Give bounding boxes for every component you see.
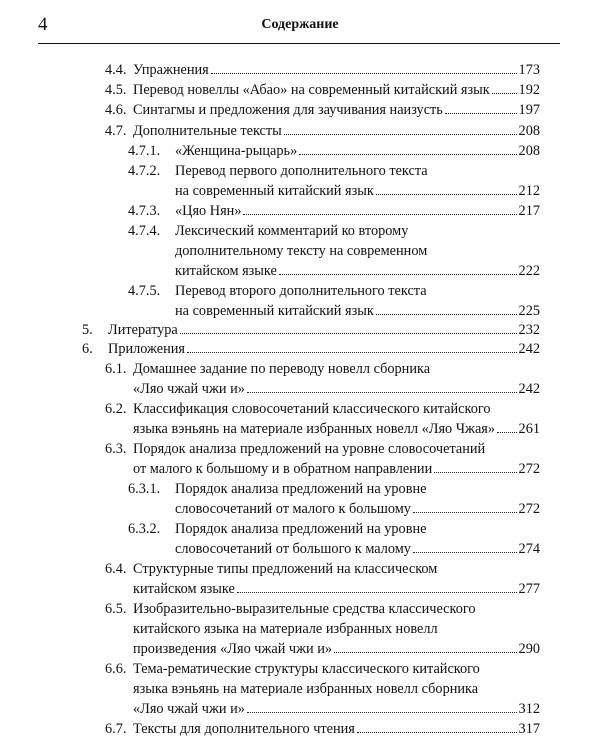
toc-entry-title: Перевод новеллы «Абао» на современный китайский язык [133, 82, 490, 98]
toc-entry-title: Порядок анализа предложений на уровне [175, 481, 427, 497]
toc-entry-title: произведения «Ляо чжай чжи и» [133, 641, 333, 657]
toc-entry-title: китайском языке [133, 581, 235, 597]
toc-entry-number: 6. [82, 341, 93, 357]
toc-entry [175, 499, 540, 519]
dot-leader [376, 314, 517, 315]
toc-entry-page: 222 [518, 263, 540, 279]
dot-leader [243, 214, 516, 215]
toc-entry-number: 6.7. [105, 721, 127, 737]
toc-entry-number: 6.1. [105, 361, 127, 377]
toc-entry-title: «Ляо чжай чжи и» [133, 701, 245, 717]
toc-entry [128, 221, 500, 241]
toc-entry-page: 261 [518, 421, 540, 437]
toc-entry [133, 459, 540, 479]
toc-entry [175, 539, 540, 559]
toc-entry-title: китайского языка на материале избранных новелл [133, 621, 438, 637]
toc-entry-number: 4.7.2. [128, 163, 161, 179]
dot-leader [180, 333, 517, 334]
toc-entry [105, 121, 540, 141]
toc-entry [82, 320, 540, 340]
toc-entry-title: Перевод первого дополнительного текста [175, 163, 428, 179]
toc-entry-title: Домашнее задание по переводу новелл сборника [133, 361, 431, 377]
toc-entry [105, 80, 540, 100]
toc-entry-number: 4.5. [105, 82, 127, 98]
toc-entry-title: Порядок анализа предложений на уровне [175, 521, 427, 537]
toc-entry-page: 217 [518, 203, 540, 219]
toc-entry-title: «Цяо Нян» [175, 203, 242, 219]
toc-entry-number: 4.4. [105, 62, 127, 78]
dot-leader [357, 732, 517, 733]
toc-entry-title: от малого к большому и в обратном направлении [133, 461, 433, 477]
toc-entry-title: на современный китайский язык [175, 303, 374, 319]
toc-entry-page: 208 [518, 143, 540, 159]
toc-entry-title: Дополнительные тексты [133, 123, 282, 139]
toc-entry-number: 6.3.2. [128, 521, 161, 537]
toc-entry-title: на современный китайский язык [175, 183, 374, 199]
toc-entry-title: языка вэньянь на материале избранных новелл сборника [133, 681, 479, 697]
toc-entry-title: Перевод второго дополнительного текста [175, 283, 427, 299]
toc-entry-page: 173 [518, 62, 540, 78]
toc-entry-page: 197 [518, 102, 540, 118]
toc-entry-title: Структурные типы предложений на классическом [133, 561, 438, 577]
toc-entry-page: 242 [518, 381, 540, 397]
toc-entry-title: словосочетаний от малого к большому [175, 501, 411, 517]
toc-entry [105, 559, 500, 579]
dot-leader [376, 194, 517, 195]
toc-entry [105, 439, 500, 459]
toc-entry [128, 519, 500, 539]
toc-entry-title: дополнительному тексту на современном [175, 243, 428, 259]
toc-entry-number: 6.4. [105, 561, 127, 577]
toc-entry [105, 659, 500, 679]
toc-entry [133, 579, 540, 599]
toc-entry-number: 5. [82, 322, 93, 338]
toc-entry-page: 277 [518, 581, 540, 597]
toc-entry [105, 100, 540, 120]
toc-entry [175, 261, 540, 281]
toc-entry [133, 699, 540, 719]
toc-entry-title: Тема-рематические структуры классического китайского [133, 661, 480, 677]
dot-leader [279, 274, 517, 275]
toc-entry [175, 181, 540, 201]
toc-entry-title: Изобразительно-выразительные средства классического [133, 601, 476, 617]
header-rule [38, 43, 560, 44]
toc-entry [105, 60, 540, 80]
toc-entry [105, 399, 500, 419]
toc-entry [128, 479, 500, 499]
toc-entry [128, 201, 540, 221]
dot-leader [187, 352, 517, 353]
dot-leader [413, 512, 517, 513]
dot-leader [434, 472, 516, 473]
dot-leader [299, 154, 516, 155]
page-number: 4 [38, 14, 48, 35]
toc-entry [128, 161, 500, 181]
toc-entry-page: 225 [518, 303, 540, 319]
toc-entry [105, 599, 500, 619]
toc-entry-title: языка вэньянь на материале избранных новелл «Ляо Чжая» [133, 421, 496, 437]
toc-entry-title: Классификация словосочетаний классического китайского [133, 401, 491, 417]
toc-entry [128, 281, 500, 301]
dot-leader [413, 552, 517, 553]
toc-entry [82, 339, 540, 359]
dot-leader [497, 432, 517, 433]
dot-leader [237, 592, 517, 593]
toc-entry-number: 4.7.3. [128, 203, 161, 219]
dot-leader [492, 93, 517, 94]
toc-entry-page: 192 [518, 82, 540, 98]
toc-entry-page: 312 [518, 701, 540, 717]
toc-entry-title: Литература [108, 322, 178, 338]
toc-entry-number: 6.6. [105, 661, 127, 677]
toc-entry [133, 379, 540, 399]
toc-entry-page: 290 [518, 641, 540, 657]
toc-entry [133, 419, 540, 439]
toc-entry-page: 272 [518, 461, 540, 477]
toc-entry-page: 208 [518, 123, 540, 139]
toc-entry-page: 232 [518, 322, 540, 338]
toc-entry-page: 317 [518, 721, 540, 737]
dot-leader [247, 392, 517, 393]
dot-leader [445, 113, 517, 114]
toc-entry [175, 241, 500, 261]
toc-entry [175, 301, 540, 321]
toc-entry-title: Синтагмы и предложения для заучивания наизусть [133, 102, 443, 118]
toc-entry-page: 242 [518, 341, 540, 357]
running-head: Содержание [261, 17, 339, 32]
dot-leader [247, 712, 517, 713]
dot-leader [334, 652, 517, 653]
toc-entry-number: 6.3. [105, 441, 127, 457]
toc-entry-number: 4.7.1. [128, 143, 161, 159]
toc-entry-number: 6.5. [105, 601, 127, 617]
toc-entry-number: 6.2. [105, 401, 127, 417]
toc-entry-page: 274 [518, 541, 540, 557]
toc-entry-title: Лексический комментарий ко второму [175, 223, 409, 239]
dot-leader [284, 134, 517, 135]
toc-entry-title: Тексты для дополнительного чтения [133, 721, 355, 737]
toc-entry [105, 359, 500, 379]
dot-leader [211, 73, 517, 74]
toc-entry-title: «Ляо чжай чжи и» [133, 381, 245, 397]
toc-entry-title: словосочетаний от большого к малому [175, 541, 411, 557]
toc-entry [133, 679, 500, 699]
toc-entry [133, 639, 540, 659]
toc-entry-title: Приложения [108, 341, 185, 357]
toc-entry-title: Порядок анализа предложений на уровне словосочетаний [133, 441, 486, 457]
toc-entry-number: 6.3.1. [128, 481, 161, 497]
toc-entry-title: Упражнения [133, 62, 209, 78]
toc-entry-number: 4.7. [105, 123, 127, 139]
toc-entry-number: 4.7.4. [128, 223, 161, 239]
toc-entry-number: 4.7.5. [128, 283, 161, 299]
toc-entry [128, 141, 540, 161]
toc-entry-page: 272 [518, 501, 540, 517]
toc-entry-page: 212 [518, 183, 540, 199]
toc-entry-number: 4.6. [105, 102, 127, 118]
toc-entry-title: «Женщина-рыцарь» [175, 143, 298, 159]
toc-entry [133, 619, 500, 639]
toc-entry-title: китайском языке [175, 263, 277, 279]
toc-entry [105, 719, 540, 739]
